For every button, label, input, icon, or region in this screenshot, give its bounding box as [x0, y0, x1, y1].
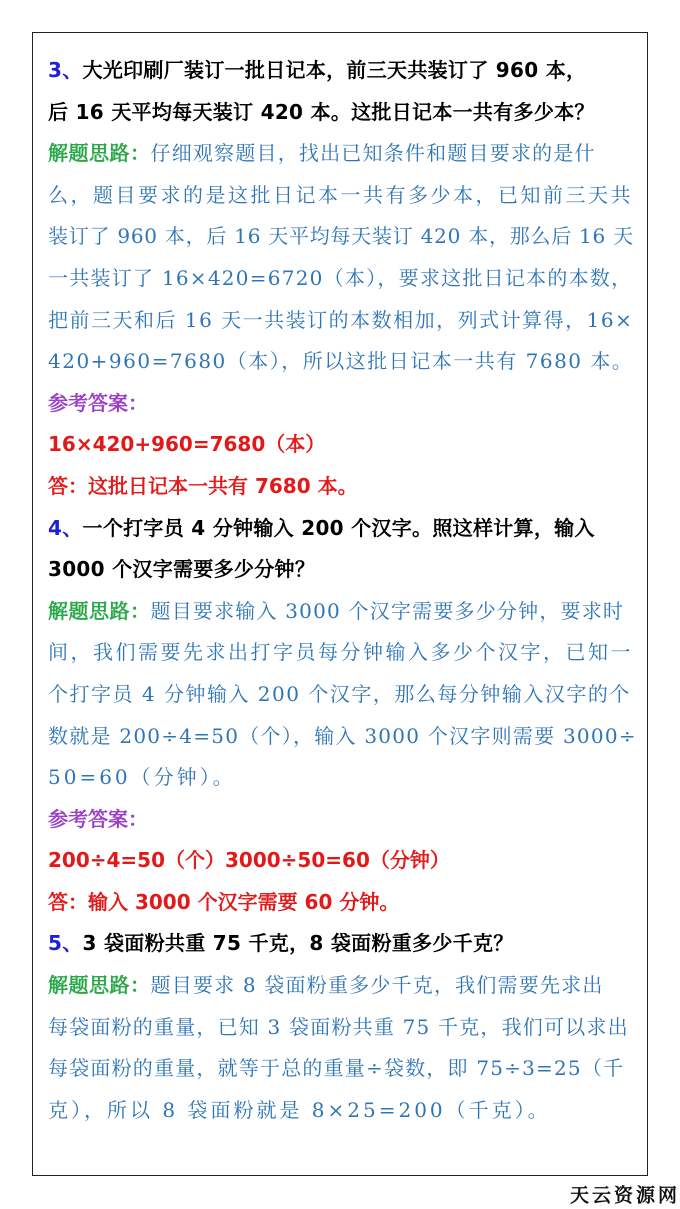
answer-label: 参考答案： — [48, 806, 148, 831]
question-line — [48, 508, 638, 550]
watermark: 天云资源网 — [569, 1184, 680, 1207]
explanation-line — [48, 133, 638, 175]
answer-sentence: 答：这批日记本一共有 7680 本。 — [48, 473, 358, 498]
explanation-line: 装订了 960 本，后 16 天平均每天装订 420 本，那么后 16 天 — [48, 224, 634, 249]
problem-number: 3、 — [48, 58, 83, 82]
problem-number: 5、 — [48, 931, 83, 956]
explanation-line: 50=60（分钟）。 — [48, 765, 236, 790]
document-content — [48, 50, 638, 1131]
explanation-line: 个打字员 4 分钟输入 200 个汉字，那么每分钟输入汉字的个 — [48, 681, 631, 706]
explanation-text: 仔细观察题目，找出已知条件和题目要求的是什 — [150, 141, 596, 166]
explanation-line: 间，我们需要先求出打字员每分钟输入多少个汉字，已知一 — [48, 640, 633, 665]
answer-sentence: 答：输入 3000 个汉字需要 60 分钟。 — [48, 889, 400, 914]
explanation-line — [48, 965, 638, 1007]
answer-formula: 200÷4=50（个）3000÷50=60（分钟） — [48, 848, 450, 873]
question-text: 一个打字员 4 分钟输入 200 个汉字。照这样计算，输入 — [82, 515, 595, 540]
answer-label: 参考答案： — [48, 390, 148, 415]
explanation-text: 题目要求 8 袋面粉重多少千克，我们需要先求出 — [150, 973, 604, 998]
answer-formula: 16×420+960=7680（本） — [48, 432, 326, 457]
hint-label: 解题思路： — [48, 598, 151, 623]
question-text: 3 袋面粉共重 75 千克，8 袋面粉重多少千克？ — [82, 931, 514, 956]
explanation-text: 题目要求输入 3000 个汉字需要多少分钟，要求时 — [150, 598, 625, 623]
problem-number: 4、 — [48, 515, 83, 540]
question-line — [48, 923, 638, 965]
hint-label: 解题思路： — [48, 973, 151, 998]
explanation-line — [48, 591, 638, 633]
explanation-line: 一共装订了 16×420=6720（本），要求这批日记本的本数， — [48, 265, 633, 290]
question-line: 3000 个汉字需要多少分钟？ — [48, 557, 316, 582]
explanation-line: 420+960=7680（本），所以这批日记本一共有 7680 本。 — [48, 349, 634, 374]
explanation-line: 么，题目要求的是这批日记本一共有多少本，已知前三天共 — [48, 182, 633, 207]
explanation-line: 数就是 200÷4=50（个），输入 3000 个汉字则需要 3000÷ — [48, 723, 637, 748]
hint-label: 解题思路： — [48, 141, 151, 166]
question-text: 大光印刷厂装订一批日记本，前三天共装订了 960 本， — [82, 58, 587, 82]
explanation-line: 每袋面粉的重量，已知 3 袋面粉共重 75 千克，我们可以求出 — [48, 1014, 629, 1039]
explanation-line: 克），所以 8 袋面粉就是 8×25=200（千克）。 — [48, 1097, 551, 1122]
explanation-line: 每袋面粉的重量，就等于总的重量÷袋数，即 75÷3=25（千 — [48, 1056, 625, 1081]
question-line — [48, 50, 638, 92]
question-line: 后 16 天平均每天装订 420 本。这批日记本一共有多少本？ — [48, 99, 595, 124]
explanation-line: 把前三天和后 16 天一共装订的本数相加，列式计算得，16× — [48, 307, 634, 332]
